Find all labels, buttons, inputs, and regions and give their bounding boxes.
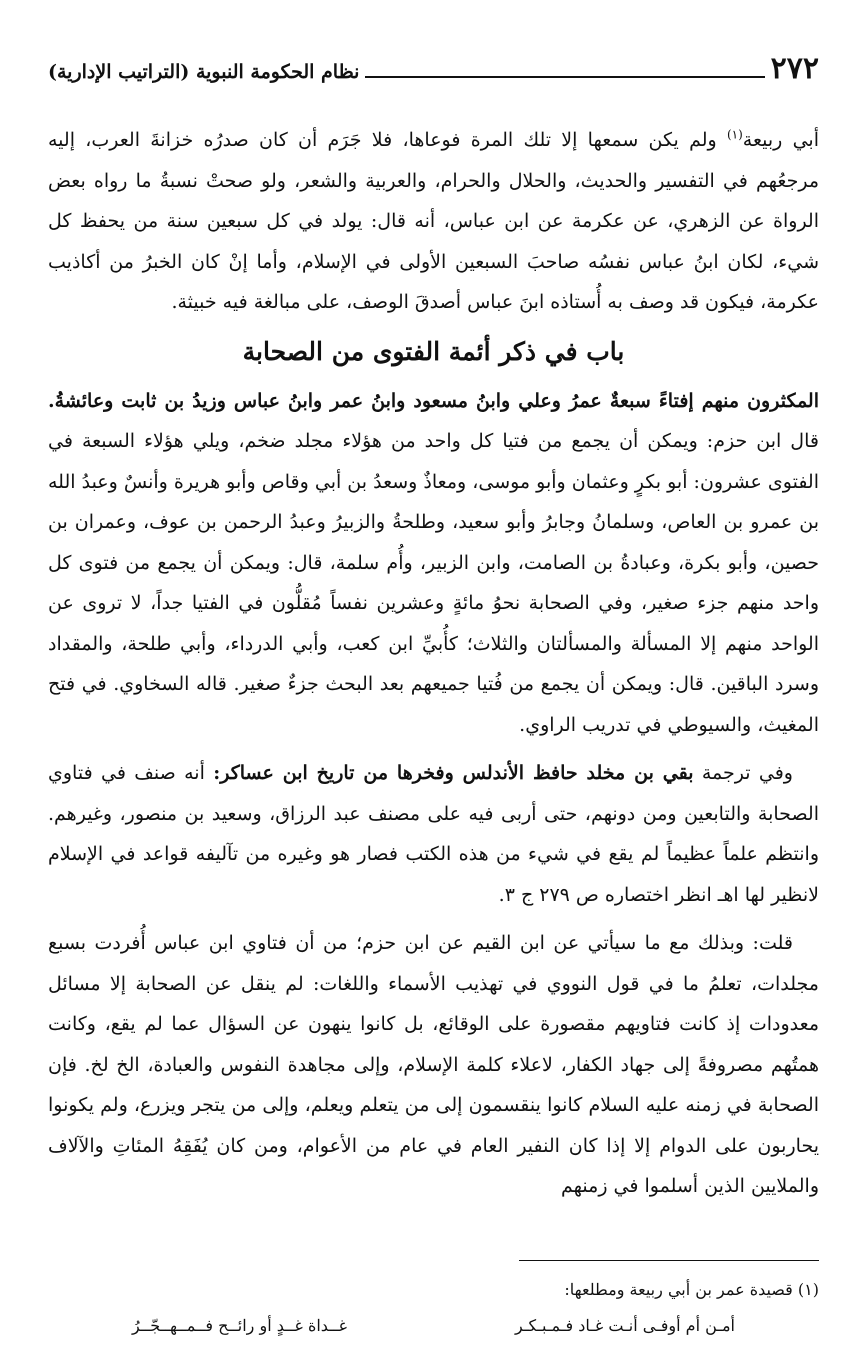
header-rule bbox=[365, 76, 764, 78]
running-title: نظام الحكومة النبوية (التراتيب الإدارية) bbox=[48, 61, 360, 84]
paragraph-1 bbox=[48, 120, 819, 323]
paragraph-3-text: أنه صنف في فتاوي الصحابة والتابعين ومن دونهم، حتى أربى فيه على مصنف عبد الرزاق، وسعيد بن منصور، وغيرهم. وانتظم علماً عظيماً لم يقع في شيء من هذه الكتب فصار هو وغيره من تآليفه قواعد في الإسلام لانظير لها اهـ انظر اختصاره ص ٢٧٩ ج ٣. bbox=[48, 762, 819, 906]
section-heading: باب في ذكر أئمة الفتوى من الصحابة bbox=[242, 336, 625, 366]
footnote-rule bbox=[519, 1260, 819, 1261]
paragraph-3 bbox=[48, 753, 819, 915]
paragraph-3-bold: بقي بن مخلد حافظ الأندلس وفخرها من تاريخ ابن عساكر: bbox=[213, 762, 694, 784]
poem-verse bbox=[48, 1309, 819, 1343]
footnotes bbox=[48, 1260, 819, 1343]
paragraph-2-text: قال ابن حزم: ويمكن أن يجمع من فتيا كل واحد من هؤلاء مجلد ضخم، ويلي هؤلاء السبعة في الفتوى عشرون: أبو بكرٍ وعثمان وأبو موسى، ومعاذٌ وسعدُ بن أبي وقاص وأبو هريرة وأنسٌ وعبدُ الله بن عمرو بن العاص، وسلمانُ وجابرُ وأبو سعيد، وطلحةُ والزبيرُ وعبدُ الرحمن بن عوف، وعمران بن حصين، وأبو بكرة، وعبادةُ بن الصامت، وابن الزبير، وأُم سلمة، قال: ويمكن أن يجمع من فتوى كل واحد منهم جزء صغير، وفي الصحابة نحوُ مائةٍ وعشرين نفساً مُقلُّون في الفتيا جداً، لا تروى عن الواحد منهم إلا المسألة والمسألتان والثلاث؛ كأُبيِّ ابن كعب، وأبي الدرداء، وأبي طلحة، والمقداد وسرد الباقين. قال: ويمكن أن يجمع من فُتيا جميعهم بعد البحث جزءٌ صغير. قاله السخاوي. في فتح المغيث، والسيوطي في تدريب الراوي. bbox=[48, 430, 819, 736]
paragraph-1-start: أبي ربيعة bbox=[742, 129, 819, 151]
paragraph-2 bbox=[48, 381, 819, 746]
footnote-marker: (١) bbox=[726, 127, 743, 142]
paragraph-1-text: ولم يكن سمعها إلا تلك المرة فوعاها، فلا جَرَم أن كان صدرُه خزانةَ العرب، إليه مرجعُهم في التفسير والحديث، والحلال والحرام، والعربية والشعر، ولو صحتْ نسبةُ ما رواه بعض الرواة عن الزهري، عن عكرمة عن ابن عباس، أنه قال: يولد في كل سبعين سنة من يحفظ كل شيء، لكان ابنُ عباس نفسُه صاحبَ السبعين الأولى في الإسلام، وأما إنْ كان الخبرُ من أكاذيب عكرمة، فيكون قد وصف به أُستاذه ابنَ عباس أصدقَ الوصف، على مبالغة فيه خبيثة. bbox=[48, 129, 819, 313]
footnote-1: (١) قصيدة عمر بن أبي ربيعة ومطلعها: bbox=[564, 1280, 819, 1299]
paragraph-2-lead: المكثرون منهم إفتاءً سبعةٌ عمرُ وعلي وابنُ مسعود وابنُ عمر وابنُ عباس وزيدُ بن ثابت وعائشةُ. bbox=[48, 389, 819, 412]
page-number: ٢٧٢ bbox=[770, 51, 819, 86]
running-header bbox=[48, 40, 819, 84]
verse-first-hemistich: أمـن أم أوفـى أنـت غـاد فـمـبـكـر bbox=[514, 1316, 735, 1335]
paragraph-4: قلت: وبذلك مع ما سيأتي عن ابن القيم عن ابن حزم؛ من أن فتاوي ابن عباس أُفردت بسبع مجلدات، تعلمُ ما في قول النووي في تهذيب الأسماء واللغات: لم ينقل عن الصحابة إلا مسائل معدودات إذ كانت فتاويهم مقصورة على الوقائع، بل كانوا ينهون عن السؤال عما لم يقع، وكانت همتُهم مصروفةً إلى جهاد الكفار، لاعلاء كلمة الإسلام، وإلى مجاهدة النفوس والعبادة، الخ لخ. فإن الصحابة في زمنه عليه السلام كانوا ينقسمون إلى من يتعلم ويعلم، وإلى من يتجر ويزرع، ولم يكونوا يحاربون على الدوام إلا إذا كان النفير العام في عام من الأعوام، ومن كان يُفَقِهُ المئاتِ والآلاف والملايين الذين أسلموا في زمنهم bbox=[48, 932, 819, 1197]
paragraph-3-start: وفي ترجمة bbox=[693, 762, 793, 784]
verse-second-hemistich: غــداة غــدٍ أو رائــح فــمــهــجّــرُ bbox=[132, 1316, 347, 1335]
